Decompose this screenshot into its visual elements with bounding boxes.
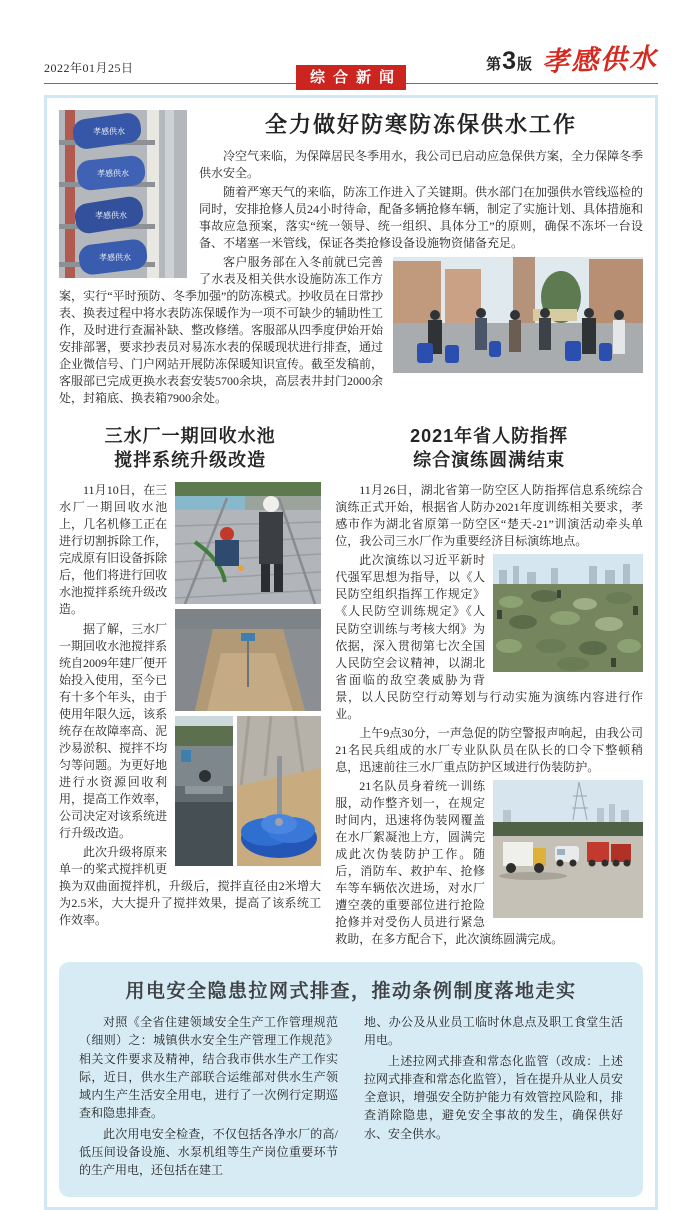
edition-and-masthead [486, 42, 659, 79]
photo-emergency-vehicles-entering [493, 780, 643, 918]
article-mixer-photo-pair [175, 716, 321, 866]
page-header [44, 34, 658, 84]
safety-panel-columns [79, 1013, 623, 1181]
article-drill-paragraph-1: 11月26日，湖北省第一防空区人防指挥信息系统综合演练正式开始，根据省人防办2021年度训练相关要求，孝感市作为湖北省原第一防空区“楚天-21”训演活动牵头单位，我公司三水厂作为重要经济目标演练地点。 [335, 483, 643, 549]
article-drill-title-line2: 综合演练圆满结束 [413, 449, 566, 470]
middle-articles-row [59, 421, 643, 950]
article-drill-paragraph-3: 上午9点30分，一声急促的防空警报声响起，由我公司21名民兵组成的水厂专业队队员在队长的口令下整顿稍息，迅速前往三水厂重点防护区域进行伪装防护。 [335, 725, 643, 774]
safety-panel-title: 用电安全隐患拉网式排查，推动条例制度落地走实 [125, 981, 577, 1003]
safety-right-paragraph-1: 地、办公及从业员工临时休息点及职工食堂生活用电。 [364, 1015, 623, 1048]
article-frost-protection [59, 108, 643, 409]
article-mixer-upgrade [59, 421, 321, 950]
article-air-defense-drill [335, 421, 643, 950]
safety-panel-left-column [79, 1013, 338, 1181]
article-mixer-photo-stack [175, 482, 321, 866]
article-frost-paragraph-2: 随着严寒天气的来临，防冻工作进入了关键期。供水部门在加强供水管线巡检的同时，安排抢修人员24小时待命，配备多辆抢修车辆，制定了实施计划、具体措施和事故应急预案，落实“统一领导、统一组织、具体分工”的原则，确保不冻坏一台设备、不堵塞一米管线，保证各类抢修设备设施物资储备充足。 [199, 185, 644, 251]
photo-workers-cutting-on-walkway [175, 482, 321, 604]
article-drill-title [335, 425, 643, 472]
edition-suffix: 版 [516, 57, 532, 73]
content-frame [44, 95, 658, 1210]
safety-left-paragraph-1: 对照《全省住建领域安全生产工作管理规范（细则）之：城镇供水安全生产管理工作规范》相关文件要求及精神，结合我市供水生产工作实际，近日，供水生产部联合运维部对供水生产领域内生产生活安全用电，进行了一次例行定期巡查和隐患排查。 [79, 1015, 338, 1121]
article-mixer-paragraph-2: 据了解，三水厂一期回收水池搅拌系统自2009年建厂便开始投入使用，至今已有十多个年头，由于使用年限久远，该系统存在故障率高、泥沙易淤积、搅拌不均匀等问题。为更好地进行水资源回收利用，提高工作效率，公司决定对该系统进行升级改造。 [59, 621, 168, 840]
meter-cover-label: 孝感供水 [99, 253, 131, 262]
article-mixer-paragraph-1: 11月10日，在三水厂一期回收水池上，几名机修工正在进行切割拆除工作，完成原有旧设备拆除后，他们将进行回收水池搅拌系统升级改造。 [59, 483, 168, 617]
article-drill-paragraph-2: 此次演练以习近平新时代强军思想为指导，以《人民防空组织指挥工作规定》《人民防空训练规定》《人民防空训练与考核大纲》为依据，深入贯彻第七次全国人民防空会议精神，以湖北省面临的敌空袭威胁为背景，以人民防空行动筹划与行动实施为演练内容进行作业。 [335, 553, 643, 721]
edition-number: 3 [502, 47, 516, 75]
photo-drained-recovery-basin [175, 609, 321, 711]
article-frost-paragraph-1: 冷空气来临，为保障居民冬季用水，我公司已启动应急保供方案，全力保障冬季供水安全。 [199, 149, 644, 181]
photo-blue-hyperboloid-impeller [237, 716, 321, 866]
safety-panel-right-column [364, 1013, 623, 1181]
article-frost-paragraph-3: 客户服务部在入冬前就已完善了水表及相关供水设施防冻工作方案，实行“平时预防、冬季加强”的防冻模式。抄收员在日常抄表、换表过程中将水表防冻保暖作为一项不可缺少的辅助性工作，及时进行查漏补缺、整改修缮。客服部从四季度伊始开始安排部署，要求抄表员对易冻水表的保暖现状进行排查，通过企业微信号、门户网站开展防冻保暖知识宣传。截至发稿前，客服部已完成更换水表套安装5700余块，高层表井封门2000余处，封箱底、换表箱7900余处。 [59, 255, 384, 406]
photo-sedimentation-pool [175, 716, 233, 866]
article-mixer-title-line2: 搅拌系统升级改造 [114, 449, 267, 470]
masthead-calligraphy-logo: 孝感供水 [541, 42, 659, 79]
meter-cover-label: 孝感供水 [93, 127, 125, 136]
safety-right-paragraph-2: 上述拉网式排查和常态化监管（改成：上述拉网式排查和常态化监管），旨在提升从业人员安全意识，增强安全防护能力有效管控风险和，排查消除隐患，避免安全事故的发生，确保供好水、安全供水。 [364, 1053, 623, 1141]
article-mixer-title-line1: 三水厂一期回收水池 [104, 426, 276, 447]
photo-insulated-water-meters [59, 110, 187, 278]
meter-cover-label: 孝感供水 [97, 169, 129, 178]
meter-cover-label: 孝感供水 [95, 211, 127, 220]
article-mixer-title [59, 425, 321, 472]
photo-camouflage-net-over-pools [493, 554, 643, 672]
issue-date: 2022年01月25日 [44, 61, 134, 75]
electrical-safety-panel [59, 962, 643, 1197]
edition-prefix: 第 [486, 57, 502, 73]
article-frost-title: 全力做好防寒防冻保供水工作 [264, 112, 577, 137]
article-mixer-paragraph-3: 此次升级将原来单一的桨式搅拌机更换为双曲面搅拌机，升级后，搅拌直径由2米增大为2.5米，大大提升了搅拌效果，提高了该系统工作效率。 [59, 844, 322, 928]
section-title-banner: 综合新闻 [296, 65, 406, 90]
photo-staff-delivering-meter-covers [393, 257, 643, 373]
safety-left-paragraph-2: 此次用电安全检查，不仅包括各净水厂的高/低压间设备设施、水泵机组等生产岗位重要环节的生产用电，还包括在建工 [79, 1126, 338, 1177]
article-drill-title-line1: 2021年省人防指挥 [410, 426, 569, 447]
article-drill-paragraph-4: 21名队员身着统一训练服，动作整齐划一，在规定时间内，迅速将伪装网覆盖在水厂絮凝池上方，圆满完成此次伪装防护工作。随后，消防车、救护车、抢修车等车辆依次进场，对水厂遭空袭的重要部位进行抢险抢修并对受伤人员进行紧急救助，在多方配合下，此次演练圆满完成。 [335, 778, 564, 947]
